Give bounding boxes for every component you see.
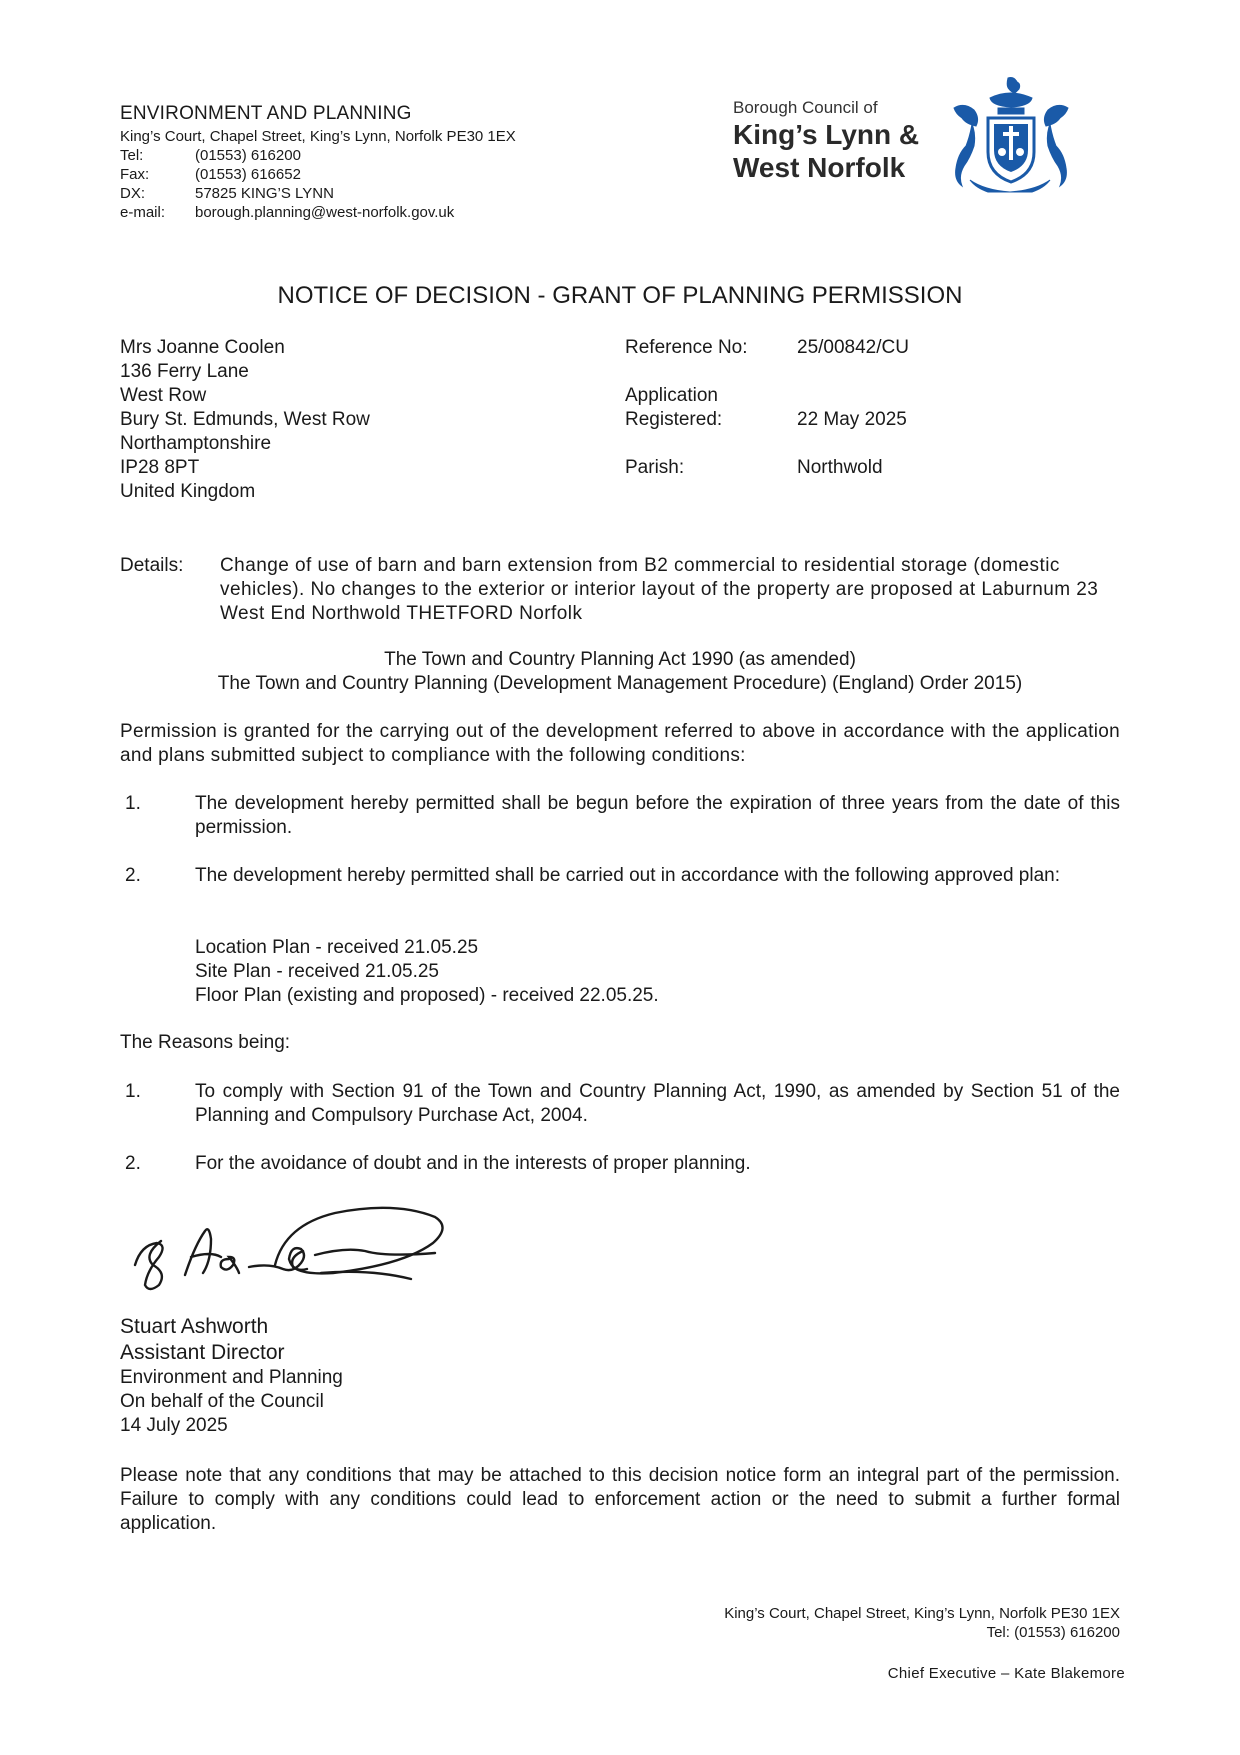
signatory-department: Environment and Planning bbox=[120, 1367, 343, 1388]
signatory-name: Stuart Ashworth bbox=[120, 1315, 269, 1338]
signatory-behalf: On behalf of the Council bbox=[120, 1391, 324, 1412]
parish-label: Parish: bbox=[625, 457, 685, 478]
permission-text: Permission is granted for the carrying out of the development referred to above in accordance with the application and plans submitted subject to compliance with the following conditions: bbox=[120, 721, 1120, 766]
department-title: ENVIRONMENT AND PLANNING bbox=[120, 103, 412, 124]
footer-address: King’s Court, Chapel Street, King’s Lynn, Norfolk PE30 1EX bbox=[724, 1605, 1120, 1622]
applicant-name: Mrs Joanne Coolen bbox=[120, 337, 285, 358]
act-line: The Town and Country Planning (Development Management Procedure) (England) Order 2015) bbox=[217, 673, 1023, 694]
plan-item: Site Plan - received 21.05.25 bbox=[195, 961, 439, 982]
parish-value: Northwold bbox=[797, 457, 883, 478]
reference-number: 25/00842/CU bbox=[797, 337, 909, 358]
applicant-address bbox=[120, 336, 370, 504]
notice-title: NOTICE OF DECISION - GRANT OF PLANNING PERMISSION bbox=[277, 282, 963, 309]
approved-plans-list bbox=[195, 936, 659, 1008]
contact-row: e-mail: borough.planning@west-norfolk.gov.uk bbox=[120, 204, 455, 221]
fax-value: (01553) 616652 bbox=[195, 166, 301, 183]
contact-block bbox=[120, 127, 516, 222]
email-value: borough.planning@west-norfolk.gov.uk bbox=[195, 204, 455, 221]
contact-row: DX: 57825 KING’S LYNN bbox=[120, 185, 334, 202]
tel-value: (01553) 616200 bbox=[195, 147, 301, 164]
contact-row: Fax: (01553) 616652 bbox=[120, 166, 301, 183]
address-line: Northamptonshire bbox=[120, 433, 272, 454]
chief-executive: Chief Executive – Kate Blakemore bbox=[887, 1665, 1125, 1682]
plan-item: Location Plan - received 21.05.25 bbox=[195, 937, 479, 958]
plan-item: Floor Plan (existing and proposed) - received 22.05.25. bbox=[195, 985, 659, 1006]
signatory-role: Assistant Director bbox=[120, 1341, 285, 1364]
registered-date: 22 May 2025 bbox=[797, 409, 907, 430]
reference-label: Reference No: bbox=[625, 337, 748, 358]
council-logo-text: Borough Council of King’s Lynn & West Norfolk bbox=[733, 98, 920, 183]
address-line: United Kingdom bbox=[120, 481, 256, 502]
signature-image bbox=[125, 1195, 455, 1305]
details-label: Details: bbox=[120, 555, 184, 576]
acts-block bbox=[0, 648, 1240, 696]
council-address: King’s Court, Chapel Street, King’s Lynn, Norfolk PE30 1EX bbox=[120, 128, 516, 145]
act-line: The Town and Country Planning Act 1990 (as amended) bbox=[384, 649, 856, 670]
footer-tel: Tel: (01553) 616200 bbox=[986, 1624, 1120, 1641]
address-line: IP28 8PT bbox=[120, 457, 200, 478]
contact-row: Tel: (01553) 616200 bbox=[120, 147, 301, 164]
footer-address-block bbox=[724, 1604, 1120, 1642]
conditions-note: Please note that any conditions that may be attached to this decision notice form an integral part of the permission. Failure to comply with any conditions could lead to enforcement action or the need to submit a further formal application. bbox=[120, 1465, 1120, 1534]
address-line: 136 Ferry Lane bbox=[120, 361, 249, 382]
signatory-block bbox=[120, 1314, 343, 1438]
application-label: Application bbox=[625, 385, 718, 406]
details-text: Change of use of barn and barn extension from B2 commercial to residential storage (domestic vehicles). No changes to the exterior or interior layout of the property are proposed at Laburnum 23 West End Northwold THETFORD Norfolk bbox=[220, 555, 1099, 624]
dx-value: 57825 KING’S LYNN bbox=[195, 185, 334, 202]
council-crest-icon bbox=[950, 74, 1072, 196]
address-line: West Row bbox=[120, 385, 207, 406]
decision-date: 14 July 2025 bbox=[120, 1415, 228, 1436]
address-line: Bury St. Edmunds, West Row bbox=[120, 409, 370, 430]
reasons-heading: The Reasons being: bbox=[120, 1032, 291, 1053]
registered-label: Registered: bbox=[625, 409, 723, 430]
